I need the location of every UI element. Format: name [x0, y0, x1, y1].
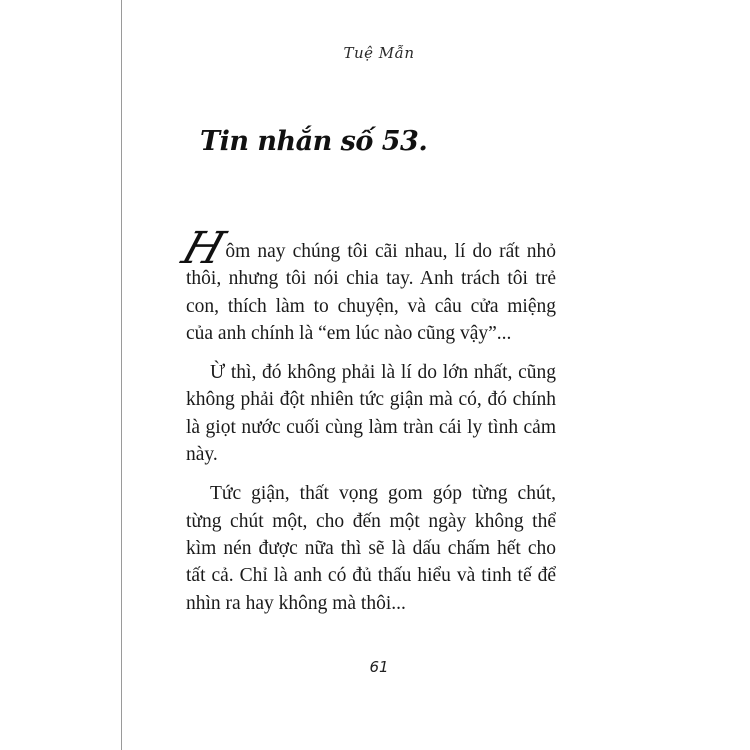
running-header-author: Tuệ Mẫn — [343, 44, 415, 62]
body-text — [175, 223, 556, 629]
paragraph-1 — [175, 223, 556, 347]
drop-cap: H — [175, 223, 231, 274]
paragraph-3: Tức giận, thất vọng gom góp từng chút, từng chút một, cho đến một ngày không thể kìm nén được nữa thì sẽ là dấu chấm hết cho tất cả. Chỉ là anh có đủ thấu hiểu và tinh tế để nhìn ra hay không mà thôi... — [186, 483, 556, 614]
chapter-title: Tin nhắn số 53. — [200, 126, 428, 157]
page-number: 61 — [369, 658, 389, 676]
paragraph-2: Ừ thì, đó không phải là lí do lớn nhất, cũng không phải đột nhiên tức giận mà có, đó chính là giọt nước cuối cùng làm tràn cái ly tình cảm này. — [186, 362, 556, 466]
page-gutter-line — [121, 0, 122, 750]
paragraph-1-text: ôm nay chúng tôi cãi nhau, lí do rất nhỏ thôi, nhưng tôi nói chia tay. Anh trách tôi trẻ con, thích làm to chuyện, và câu cửa miệng của anh chính là “em lúc nào cũng vậy”... — [186, 241, 556, 344]
